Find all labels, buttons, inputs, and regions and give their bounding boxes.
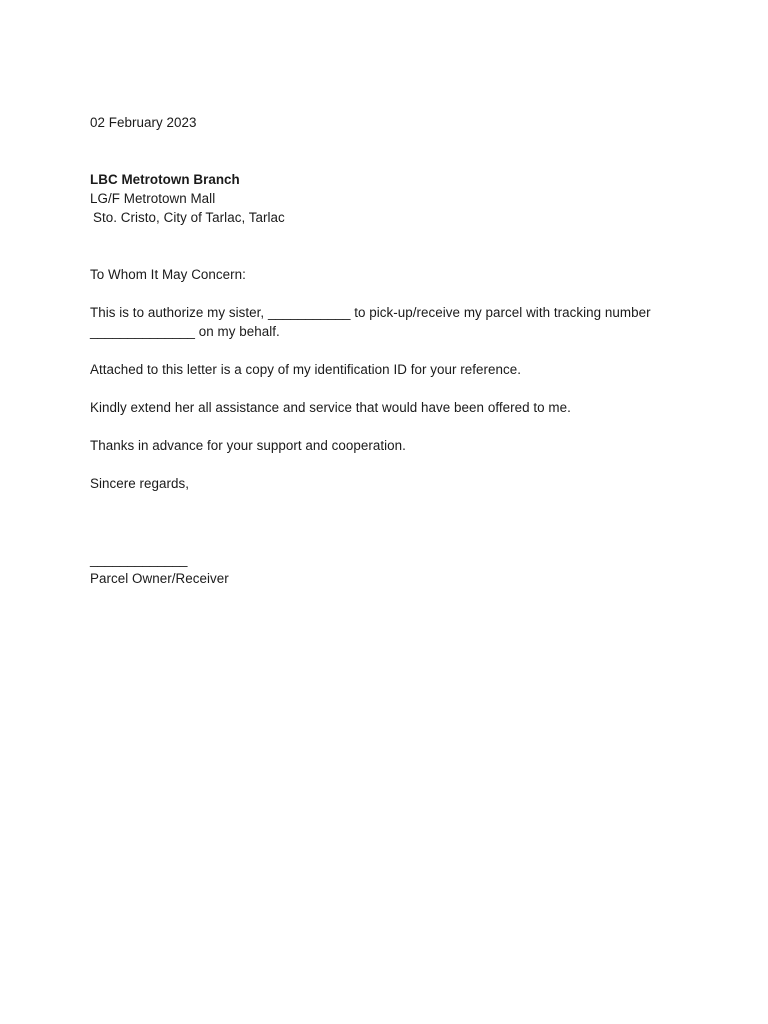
authorization-paragraph bbox=[90, 303, 690, 341]
assistance-paragraph: Kindly extend her all assistance and service that would have been offered to me. bbox=[90, 400, 571, 415]
signature-title: Parcel Owner/Receiver bbox=[90, 571, 229, 586]
authorization-line-1: This is to authorize my sister, ___________ to pick-up/receive my parcel with tracking number bbox=[90, 305, 651, 320]
thanks-paragraph: Thanks in advance for your support and cooperation. bbox=[90, 438, 406, 453]
recipient-address-line-2: Sto. Cristo, City of Tarlac, Tarlac bbox=[93, 210, 285, 225]
recipient-address-line-1: LG/F Metrotown Mall bbox=[90, 191, 216, 206]
salutation: To Whom It May Concern: bbox=[90, 267, 246, 282]
authorization-line-2: ______________ on my behalf. bbox=[90, 324, 280, 339]
signature-line: _____________ bbox=[90, 552, 188, 567]
recipient-address-block bbox=[90, 170, 690, 227]
closing: Sincere regards, bbox=[90, 476, 190, 491]
letter-date: 02 February 2023 bbox=[90, 115, 197, 130]
recipient-name: LBC Metrotown Branch bbox=[90, 172, 240, 187]
signature-block bbox=[90, 550, 690, 588]
attachment-paragraph: Attached to this letter is a copy of my identification ID for your reference. bbox=[90, 362, 522, 377]
authorization-letter bbox=[90, 113, 690, 588]
